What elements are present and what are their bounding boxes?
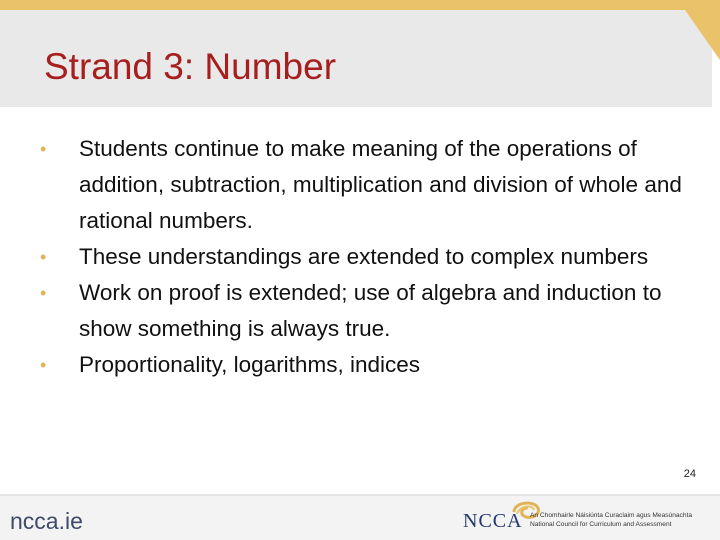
bullet-icon: • [40,355,47,375]
bullet-item [32,239,692,275]
ncca-irish-name: An Chomhairle Náisiúnta Curaclaim agus Measúnachta [530,512,692,519]
accent-bar [0,0,720,10]
site-link[interactable]: ncca.ie [10,508,83,534]
bullet-text: These understandings are extended to complex numbers [79,244,649,269]
footer [0,494,720,540]
bullet-item [32,275,692,347]
slide-title: Strand 3: Number [44,46,337,87]
page-number: 24 [683,468,696,480]
bullet-list [32,131,692,383]
ncca-fullname [530,511,705,529]
bullet-item [32,347,692,383]
bullet-text: Proportionality, logarithms, indices [79,352,420,377]
bullet-icon: • [40,283,47,303]
bullet-icon: • [40,139,47,159]
ncca-logo: NCCA [463,510,523,532]
bullet-item [32,131,692,239]
ncca-english-name: National Council for Curriculum and Assessment [530,521,672,528]
bullet-text: Work on proof is extended; use of algebra and induction to show something is always true. [79,280,662,341]
bullet-text: Students continue to make meaning of the operations of addition, subtraction, multiplication and division of whole and rational numbers. [79,136,682,233]
bullet-icon: • [40,247,47,267]
